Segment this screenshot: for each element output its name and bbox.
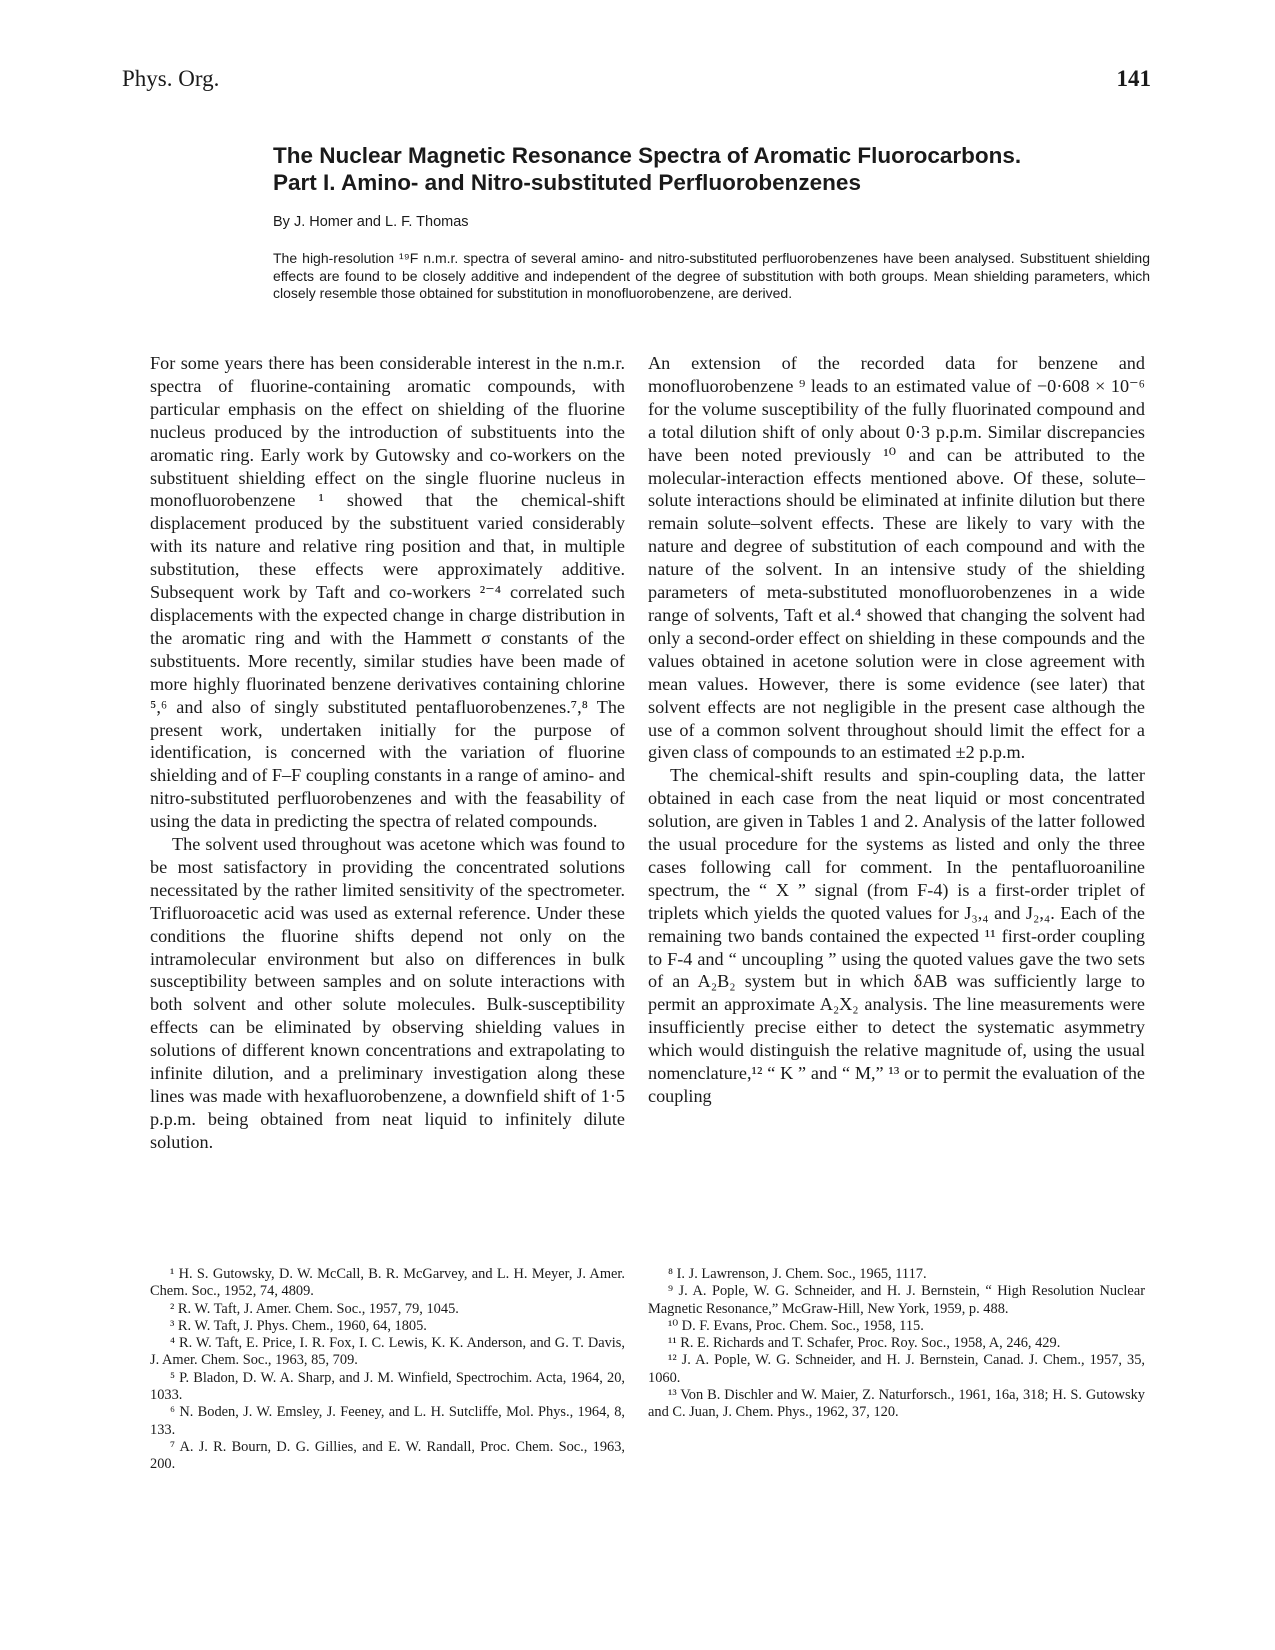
body-paragraph: An extension of the recorded data for benzene and monofluorobenzene ⁹ leads to an estimated value of −0·608 × 10⁻⁶ for the volume susceptibility of the fully fluorinated compound and a total dilution shift of only about 0·3 p.p.m. Similar discrepancies have been noted previously ¹⁰ and can be attributed to the molecular-interaction effects mentioned above. Of these, solute–solute interactions should be eliminated at infinite dilution but there remain solute–solvent effects. These are likely to vary with the nature and degree of substitution of each compound and with the nature of the solvent. In an intensive study of the shielding parameters of meta-substituted monofluorobenzenes in a wide range of solvents, Taft et al.⁴ showed that changing the solvent had only a second-order effect on shielding in these compounds and the values obtained in acetone solution were in close agreement with mean values. However, there is some evidence (see later) that solvent effects are not negligible in the present case although the use of a common solvent throughout should limit the effect for a given class of compounds to an estimated ±2 p.p.m. [648, 353, 1145, 763]
footnotes-left [150, 1266, 625, 1474]
body-paragraph: For some years there has been considerable interest in the n.m.r. spectra of fluorine-containing aromatic compounds, with particular emphasis on the effect on shielding of the fluorine nucleus produced by the introduction of substituents into the aromatic ring. Early work by Gutowsky and co-workers on the substituent shielding effect on the single fluorine nucleus in monofluorobenzene ¹ showed that the chemical-shift displacement produced by the substituent varied considerably with its nature and relative ring position and that, in multiple substitution, these effects were approximately additive. Subsequent work by Taft and co-workers ²⁻⁴ correlated such displacements with the expected change in charge distribution in the aromatic ring and with the Hammett σ constants of the substituents. More recently, similar studies have been made of more highly fluorinated benzene derivatives containing chlorine ⁵,⁶ and also of singly substituted pentafluorobenzenes.⁷,⁸ The present work, undertaken initially for the purpose of identification, is concerned with the variation of fluorine shielding and of F–F coupling constants in a range of amino- and nitro-substituted perfluorobenzenes and with the feasability of using the data in predicting the spectra of related compounds. [150, 353, 625, 832]
footnote: ¹³ Von B. Dischler and W. Maier, Z. Naturforsch., 1961, 16a, 318; H. S. Gutowsky and C. Juan, J. Chem. Phys., 1962, 37, 120. [648, 1387, 1145, 1421]
footnote: ⁶ N. Boden, J. W. Emsley, J. Feeney, and L. H. Sutcliffe, Mol. Phys., 1964, 8, 133. [150, 1404, 625, 1438]
footnote: ¹ H. S. Gutowsky, D. W. McCall, B. R. McGarvey, and L. H. Meyer, J. Amer. Chem. Soc., 1952, 74, 4809. [150, 1266, 625, 1300]
footnote: ¹¹ R. E. Richards and T. Schafer, Proc. Roy. Soc., 1958, A, 246, 429. [668, 1335, 1061, 1352]
article-title [273, 142, 1173, 196]
title-line-1: The Nuclear Magnetic Resonance Spectra of Aromatic Fluorocarbons. [273, 143, 1022, 168]
footnote: ¹⁰ D. F. Evans, Proc. Chem. Soc., 1958, 115. [668, 1317, 924, 1334]
footnote: ⁷ A. J. R. Bourn, D. G. Gillies, and E. W. Randall, Proc. Chem. Soc., 1963, 200. [150, 1438, 625, 1473]
body-column-right [648, 352, 1145, 1108]
article-abstract: The high-resolution ¹⁹F n.m.r. spectra of several amino- and nitro-substituted perfluorobenzenes have been analysed. Substituent shielding effects are found to be closely additive and independent of the degree of substitution with both groups. Mean shielding parameters, which closely resemble those obtained for substitution in monofluorobenzene, are derived. [273, 250, 1150, 302]
article-authors: By J. Homer and L. F. Thomas [273, 214, 469, 230]
body-paragraph: The chemical-shift results and spin-coupling data, the latter obtained in each case from the neat liquid or most concentrated solution, are given in Tables 1 and 2. Analysis of the latter followed the usual procedure for the systems as listed and only the three cases following call for comment. In the pentafluoroaniline spectrum, the “ X ” signal (from F-4) is a first-order triplet of triplets which yields the quoted values for J₃,₄ and J₂,₄. Each of the remaining two bands contained the expected ¹¹ first-order coupling to F-4 and “ uncoupling ” using the quoted values gave the two sets of an A₂B₂ system but in which δAB was sufficiently large to permit an approximate A₂X₂ analysis. The line measurements were insufficiently precise either to detect the systematic asymmetry which would distinguish the relative magnitude of, using the usual nomenclature,¹² “ K ” and “ M,” ¹³ or to permit the evaluation of the coupling [648, 765, 1145, 1106]
body-column-left [150, 352, 625, 1154]
footnotes-right [648, 1266, 1145, 1422]
footnote: ² R. W. Taft, J. Amer. Chem. Soc., 1957, 79, 1045. [170, 1300, 459, 1317]
footnote: ¹² J. A. Pople, W. G. Schneider, and H. J. Bernstein, Canad. J. Chem., 1957, 35, 1060. [648, 1352, 1145, 1386]
page-number: 141 [1116, 66, 1151, 91]
body-paragraph: The solvent used throughout was acetone which was found to be most satisfactory in providing the concentrated solutions necessitated by the rather limited sensitivity of the spectrometer. Trifluoroacetic acid was used as external reference. Under these conditions the fluorine shifts depend not only on the intramolecular environment but also on differences in bulk susceptibility between samples and on solute interactions with both solvent and other solute molecules. Bulk-susceptibility effects can be eliminated by observing shielding values in solutions of different known concentrations and extrapolating to infinite dilution, and a preliminary investigation along these lines was made with hexafluorobenzene, a downfield shift of 1·5 p.p.m. being obtained from neat liquid to infinitely dilute solution. [150, 834, 625, 1152]
running-head-section: Phys. Org. [122, 66, 220, 91]
footnote: ⁴ R. W. Taft, E. Price, I. R. Fox, I. C. Lewis, K. K. Anderson, and G. T. Davis, J. Amer. Chem. Soc., 1963, 85, 709. [150, 1335, 625, 1369]
title-line-2: Part I. Amino- and Nitro-substituted Perfluorobenzenes [273, 170, 861, 195]
footnote: ⁹ J. A. Pople, W. G. Schneider, and H. J. Bernstein, “ High Resolution Nuclear Magnetic Resonance,” McGraw-Hill, New York, 1959, p. 488. [648, 1283, 1145, 1317]
footnote: ⁸ I. J. Lawrenson, J. Chem. Soc., 1965, 1117. [668, 1266, 927, 1282]
footnote: ⁵ P. Bladon, D. W. A. Sharp, and J. M. Winfield, Spectrochim. Acta, 1964, 20, 1033. [150, 1369, 625, 1404]
footnote: ³ R. W. Taft, J. Phys. Chem., 1960, 64, 1805. [170, 1317, 427, 1334]
